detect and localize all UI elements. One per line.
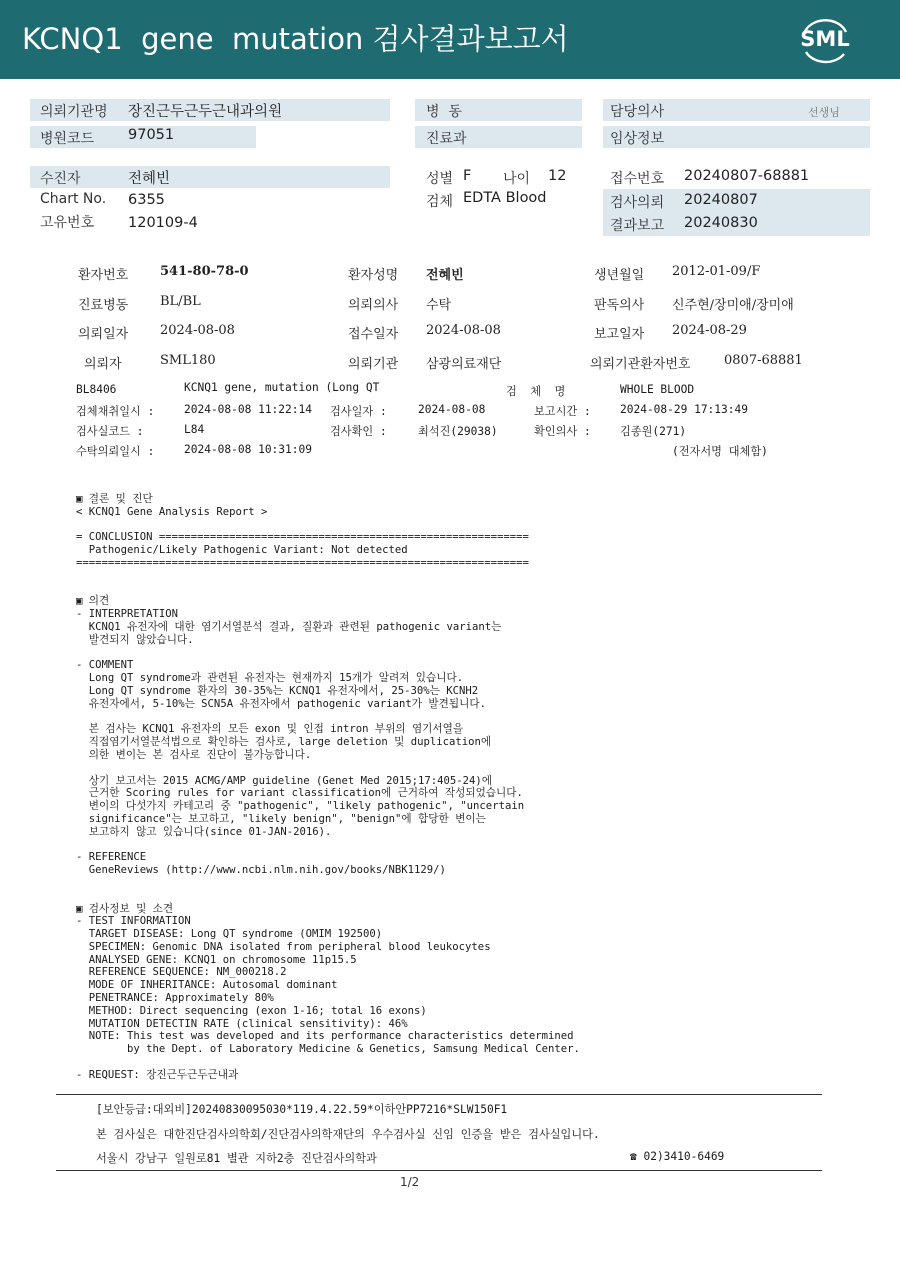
report-line: 상기 보고서는 2015 ACMG/AMP guideline (Genet Med 2015;17:405-24)에 xyxy=(76,774,493,787)
hosp-code-value: 97051 xyxy=(128,127,175,143)
age-label: 나이 xyxy=(503,171,531,187)
clinical-label: 임상정보 xyxy=(610,131,665,147)
requested-value: 20240807 xyxy=(684,192,758,208)
report-line: by the Dept. of Laboratory Medicine & Genetics, Samsung Medical Center. xyxy=(76,1043,580,1056)
report-line: METHOD: Direct sequencing (exon 1-16; total 16 exons) xyxy=(76,1004,427,1017)
security-line: [보안등급:대외비]20240830095030*119.4.22.59*이하안PP7216*SLW150F1 xyxy=(96,1103,508,1116)
report-line: GeneReviews (http://www.ncbi.nlm.nih.gov/books/NBK1129/) xyxy=(76,864,446,877)
cdoc-label: 확인의사 : xyxy=(534,425,591,438)
rep-value: 2024-08-29 xyxy=(672,323,747,338)
report-line: 의한 변이는 본 검사로 진단이 불가능합니다. xyxy=(76,748,312,761)
ward-label: 병 동 xyxy=(426,104,462,120)
report-line: 유전자에서, 5-10%는 SCN5A 유전자에서 pathogenic variant가 발견됩니다. xyxy=(76,697,486,710)
uid-label: 고유번호 xyxy=(40,215,95,231)
room-value: L84 xyxy=(184,423,205,436)
page-number: 1/2 xyxy=(400,1175,420,1189)
report-line: MUTATION DETECTIN RATE (clinical sensitivity): 46% xyxy=(76,1017,408,1030)
rinstpid-label: 의뢰기관환자번호 xyxy=(590,357,691,372)
report-line: REFERENCE SEQUENCE: NM_000218.2 xyxy=(76,966,287,979)
dept-label: 진료과 xyxy=(426,131,467,147)
testdate-label: 검사일자 : xyxy=(330,405,387,418)
rdoc-label: 의뢰의사 xyxy=(348,298,399,313)
confirm-label: 검사확인 : xyxy=(330,425,387,438)
requester-value: SML180 xyxy=(160,353,216,368)
confirm-value: 최석진(29038) xyxy=(418,425,498,438)
report-line: Long QT syndrome 환자의 30-35%는 KCNQ1 유전자에서, 25-30%는 KCNH2 xyxy=(76,684,479,697)
req-inst-label: 의뢰기관명 xyxy=(40,104,108,120)
requester-label: 의뢰자 xyxy=(84,357,122,372)
doctor-label: 담당의사 xyxy=(610,104,665,120)
reporttime-label: 보고시간 : xyxy=(534,405,591,418)
patient-bar xyxy=(30,166,390,188)
sex-label: 성별 xyxy=(426,171,454,187)
specimen-label: 검체 xyxy=(426,194,454,210)
report-line: SPECIMEN: Genomic DNA isolated from peripheral blood leukocytes xyxy=(76,940,491,953)
rep-label: 보고일자 xyxy=(594,327,645,342)
report-line: 근거한 Scoring rules for variant classification에 근거하여 작성되었습니다. xyxy=(76,787,523,800)
report-line: 본 검사는 KCNQ1 유전자의 모든 exon 및 인접 intron 부위의 염기서열을 xyxy=(76,723,464,736)
rinstpid-value: 0807-68881 xyxy=(724,353,803,368)
pid-label: 환자번호 xyxy=(78,268,129,283)
report-body xyxy=(76,493,836,1082)
testdate-value: 2024-08-08 xyxy=(418,403,486,416)
rinst-label: 의뢰기관 xyxy=(348,357,399,372)
report-line xyxy=(76,583,836,596)
collect-value: 2024-08-08 11:22:14 xyxy=(184,403,312,416)
report-line xyxy=(76,711,836,724)
consign-label: 수탁의뢰일시 : xyxy=(76,445,155,458)
pname-value: 전혜빈 xyxy=(426,268,464,283)
cert-line: 본 검사실은 대한진단검사의학회/진단검사의학재단의 우수검사실 신임 인증을 받은 검사실입니다. xyxy=(96,1128,600,1141)
patient-value: 전혜빈 xyxy=(128,171,171,187)
rdoc-value: 수탁 xyxy=(426,298,452,313)
receipt-label: 접수번호 xyxy=(610,171,665,187)
report-line: 직접염기서열분석법으로 확인하는 검사로, large deletion 및 duplication에 xyxy=(76,736,492,749)
chart-value: 6355 xyxy=(128,192,165,208)
report-line: 발견되지 않았습니다. xyxy=(76,633,194,646)
report-line: Pathogenic/Likely Pathogenic Variant: Not detected xyxy=(76,544,408,557)
report-line: ▣ 의견 xyxy=(76,595,110,608)
report-line xyxy=(76,647,836,660)
report-header xyxy=(0,0,900,79)
doctor-suffix: 선생님 xyxy=(808,106,840,119)
report-line: KCNQ1 유전자에 대한 염기서열분석 결과, 질환과 관련된 pathogenic variant는 xyxy=(76,620,502,633)
dob-label: 생년월일 xyxy=(594,268,645,283)
report-line xyxy=(76,762,836,775)
report-line: NOTE: This test was developed and its performance characteristics determined xyxy=(76,1030,574,1043)
footer-top-rule xyxy=(56,1094,822,1095)
sex-value: F xyxy=(463,168,472,184)
report-line: ======================================================================= xyxy=(76,556,529,569)
report-line: PENETRANCE: Approximately 80% xyxy=(76,992,274,1005)
report-line: - REQUEST: 장진근두근두근내과 xyxy=(76,1068,239,1081)
report-line xyxy=(76,890,836,903)
consign-value: 2024-08-08 10:31:09 xyxy=(184,443,312,456)
uid-value: 120109-4 xyxy=(128,215,198,231)
recv-value: 2024-08-08 xyxy=(426,323,501,338)
test-name: KCNQ1 gene, mutation (Long QT xyxy=(184,381,380,394)
hosp-code-label: 병원코드 xyxy=(40,131,95,147)
report-line xyxy=(76,570,836,583)
report-line: - REFERENCE xyxy=(76,851,147,864)
cdoc-value: 김종원(271) xyxy=(620,425,687,438)
rinst-value: 삼광의료재단 xyxy=(426,357,502,372)
chart-label: Chart No. xyxy=(40,191,107,207)
age-value: 12 xyxy=(548,168,567,184)
phone-line: ☎ 02)3410-6469 xyxy=(630,1150,725,1163)
report-line: ANALYSED GENE: KCNQ1 on chromosome 11p15.5 xyxy=(76,953,357,966)
esign-note: (전자서명 대체함) xyxy=(672,445,768,458)
report-line: 변이의 다섯가지 카테고리 중 "pathogenic", "likely pathogenic", "uncertain xyxy=(76,800,525,813)
receipt-value: 20240807-68881 xyxy=(684,168,810,184)
report-line: < KCNQ1 Gene Analysis Report > xyxy=(76,505,268,518)
reader-value: 신주현/장미애/장미애 xyxy=(672,298,794,313)
reported-label: 결과보고 xyxy=(610,218,665,234)
req-inst-value: 장진근두근두근내과의원 xyxy=(128,104,283,120)
report-line: MODE OF INHERITANCE: Autosomal dominant xyxy=(76,979,338,992)
patient-label: 수진자 xyxy=(40,171,81,187)
report-line: Long QT syndrome과 관련된 유전자는 현재까지 15개가 알려져 있습니다. xyxy=(76,672,464,685)
report-line xyxy=(76,519,836,532)
collect-label: 검체채취일시 : xyxy=(76,405,155,418)
reporttime-value: 2024-08-29 17:13:49 xyxy=(620,403,748,416)
pid-value: 541-80-78-0 xyxy=(160,264,249,279)
footer-bottom-rule xyxy=(56,1170,822,1171)
report-line: - TEST INFORMATION xyxy=(76,915,191,928)
specimen-value: EDTA Blood xyxy=(463,190,547,206)
test-specimen-label: 검 체 명 xyxy=(506,385,566,398)
requested-label: 검사의뢰 xyxy=(610,195,665,211)
ward2-value: BL/BL xyxy=(160,294,201,309)
room-label: 검사실코드 : xyxy=(76,425,144,438)
report-line: ▣ 결론 및 진단 xyxy=(76,493,153,505)
rdate-value: 2024-08-08 xyxy=(160,323,235,338)
ward2-label: 진료병동 xyxy=(78,298,129,313)
report-line: significance"는 보고하고, "likely benign", "benign"에 합당한 변이는 xyxy=(76,812,486,825)
sml-logo xyxy=(796,14,854,64)
reader-label: 판독의사 xyxy=(594,298,645,313)
report-line: 보고하지 않고 있습니다(since 01-JAN-2016). xyxy=(76,825,332,838)
test-specimen-value: WHOLE BLOOD xyxy=(620,383,695,396)
report-line xyxy=(76,877,836,890)
address-line: 서울시 강남구 일원로81 별관 지하2층 진단검사의학과 xyxy=(96,1152,377,1165)
report-title: KCNQ1 gene mutation 검사결과보고서 xyxy=(22,22,569,56)
dob-value: 2012-01-09/F xyxy=(672,264,761,279)
report-line xyxy=(76,839,836,852)
recv-label: 접수일자 xyxy=(348,327,399,342)
report-line: = CONCLUSION ========================================================== xyxy=(76,531,529,544)
pname-label: 환자성명 xyxy=(348,268,399,283)
report-line: - INTERPRETATION xyxy=(76,608,179,621)
report-line xyxy=(76,1056,836,1069)
report-line: ▣ 검사정보 및 소견 xyxy=(76,902,174,915)
logo-text: SML xyxy=(800,27,850,51)
report-line: - COMMENT xyxy=(76,659,134,672)
reported-value: 20240830 xyxy=(684,215,758,231)
test-code: BL8406 xyxy=(76,383,117,396)
rdate-label: 의뢰일자 xyxy=(78,327,129,342)
report-line: TARGET DISEASE: Long QT syndrome (OMIM 192500) xyxy=(76,928,383,941)
